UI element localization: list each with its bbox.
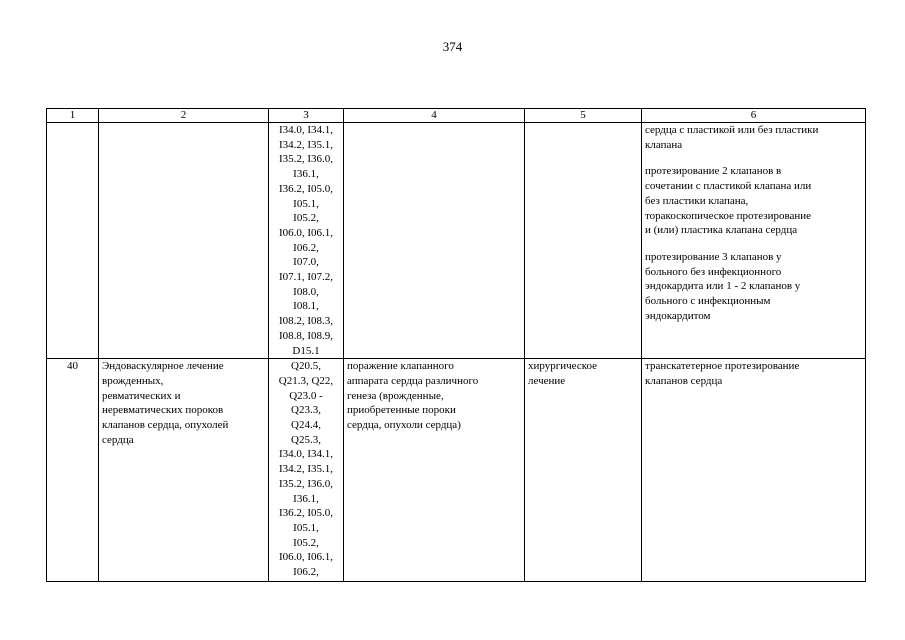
icd-code-line: I34.2, I35.1, xyxy=(278,138,334,151)
treatment-type-cell xyxy=(525,123,642,359)
patient-model-line: аппарата сердца различного xyxy=(347,374,479,387)
name-line: клапанов сердца, опухолей xyxy=(102,419,229,432)
table-row xyxy=(47,359,866,582)
table-header-row xyxy=(47,109,866,123)
patient-model-line: сердца, опухоли сердца) xyxy=(347,419,461,432)
icd-code-line: I05.1, xyxy=(293,197,319,210)
icd-code-line: Q23.0 - xyxy=(289,389,323,402)
icd-code-line: I06.0, I06.1, xyxy=(278,226,334,239)
paragraph-gap xyxy=(645,238,862,250)
patient-model-cell xyxy=(344,359,525,582)
icd-code-line: I36.2, I05.0, xyxy=(278,182,334,195)
treatment-type-line: лечение xyxy=(528,374,566,387)
method-line: сочетании с пластикой клапана или xyxy=(645,180,812,193)
method-line: и (или) пластика клапана сердца xyxy=(645,224,798,237)
row-number-cell xyxy=(47,123,99,359)
icd-code-line: I05.2, xyxy=(293,212,319,225)
icd-code-line: I06.0, I06.1, xyxy=(278,551,334,564)
patient-model-line: генеза (врожденные, xyxy=(347,389,444,402)
method-line: клапана xyxy=(645,138,683,151)
method-line: больного с инфекционным xyxy=(645,295,771,308)
method-line: больного без инфекционного xyxy=(645,265,782,278)
icd-code-line: I35.2, I36.0, xyxy=(278,153,334,166)
method-line: сердца с пластикой или без пластики xyxy=(645,124,819,136)
medical-care-table xyxy=(46,108,866,582)
icd-code-line: Q23.3, xyxy=(291,404,321,417)
method-line: без пластики клапана, xyxy=(645,194,749,207)
column-header: 1 xyxy=(47,109,99,123)
icd-code-line: I35.2, I36.0, xyxy=(278,477,334,490)
name-line: Эндоваскулярное лечение xyxy=(102,360,224,373)
icd-code-line: Q25.3, xyxy=(291,433,321,446)
treatment-type-cell xyxy=(525,359,642,582)
icd-code-line: I07.0, xyxy=(293,256,319,269)
icd-code-line: I06.2, xyxy=(293,566,319,579)
icd-code-line: I07.1, I07.2, xyxy=(278,271,334,284)
icd-codes-cell xyxy=(269,123,344,359)
icd-codes-cell xyxy=(269,359,344,582)
method-line: торакоскопическое протезирование xyxy=(645,209,812,222)
icd-code-line: I05.1, xyxy=(293,521,319,534)
table-row xyxy=(47,123,866,359)
patient-model-line: поражение клапанного xyxy=(347,360,454,373)
patient-model-line: приобретенные пороки xyxy=(347,404,456,417)
column-header: 2 xyxy=(99,109,269,123)
treatment-name-cell xyxy=(99,359,269,582)
column-header: 5 xyxy=(525,109,642,123)
icd-code-line: D15.1 xyxy=(292,344,320,357)
name-line: врожденных, xyxy=(102,374,164,387)
icd-code-line: I36.1, xyxy=(293,492,319,505)
column-header: 3 xyxy=(269,109,344,123)
column-header: 4 xyxy=(344,109,525,123)
method-line: клапанов сердца xyxy=(645,374,723,387)
icd-code-line: I36.1, xyxy=(293,168,319,181)
method-line: протезирование 2 клапанов в xyxy=(645,165,782,178)
paragraph-gap xyxy=(645,152,862,164)
treatment-method-cell xyxy=(642,359,866,582)
column-header: 6 xyxy=(642,109,866,123)
method-line: эндокардита или 1 - 2 клапанов у xyxy=(645,280,801,293)
icd-code-line: I06.2, xyxy=(293,241,319,254)
page-number: 374 xyxy=(442,39,463,54)
treatment-name-cell xyxy=(99,123,269,359)
treatment-type-line: хирургическое xyxy=(528,360,598,373)
patient-model-cell xyxy=(344,123,525,359)
icd-code-line: I34.0, I34.1, xyxy=(278,448,334,461)
icd-code-line: I08.1, xyxy=(293,300,319,313)
name-line: сердца xyxy=(102,433,134,446)
icd-code-line: I34.2, I35.1, xyxy=(278,463,334,476)
icd-code-line: I34.0, I34.1, xyxy=(278,124,334,136)
icd-code-line: Q20.5, xyxy=(291,360,321,373)
icd-code-line: I08.8, I08.9, xyxy=(278,329,334,342)
icd-code-line: I05.2, xyxy=(293,536,319,549)
method-line: протезирование 3 клапанов у xyxy=(645,250,782,263)
method-line: эндокардитом xyxy=(645,309,711,322)
icd-code-line: Q21.3, Q22, xyxy=(278,374,334,387)
icd-code-line: I08.0, xyxy=(293,285,319,298)
icd-code-line: Q24.4, xyxy=(291,419,321,432)
icd-code-line: I08.2, I08.3, xyxy=(278,315,334,328)
name-line: ревматических и xyxy=(102,389,181,402)
method-line: транскатетерное протезирование xyxy=(645,360,800,373)
row-number-cell: 40 xyxy=(47,359,99,582)
icd-code-line: I36.2, I05.0, xyxy=(278,507,334,520)
name-line: неревматических пороков xyxy=(102,404,224,417)
treatment-method-cell xyxy=(642,123,866,359)
